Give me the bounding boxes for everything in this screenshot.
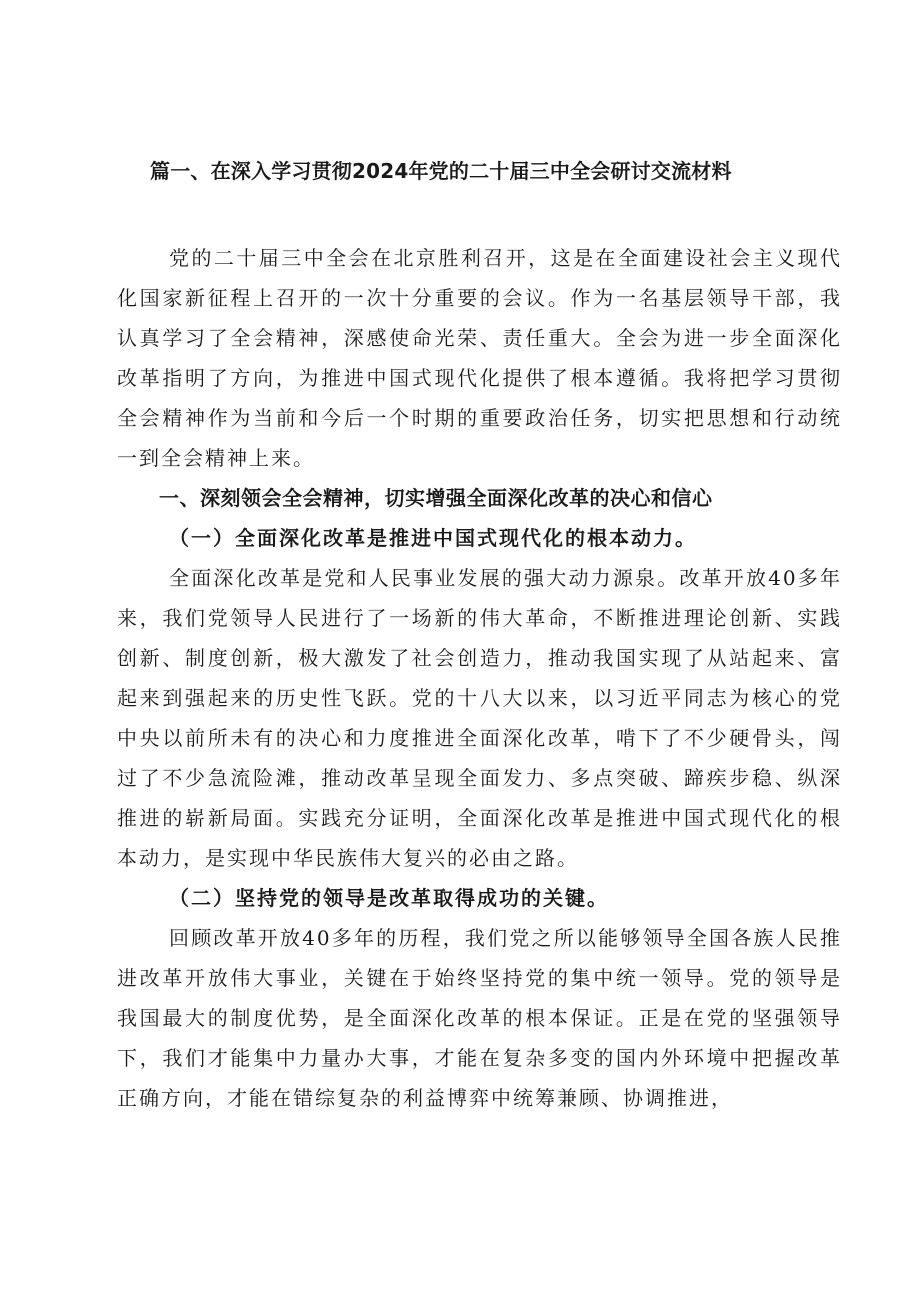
intro-paragraph: 党的二十届三中全会在北京胜利召开，这是在全面建设社会主义现代化国家新征程上召开的一次十分重要的会议。作为一名基层领导干部，我认真学习了全会精神，深感使命光荣、责任重大。全会为进一步全面深化改革指明了方向，为推进中国式现代化提供了根本遵循。我将把学习贯彻全会精神作为当前和今后一个时期的重要政治任务，切实把思想和行动统一到全会精神上来。 [117, 246, 842, 470]
document-body [117, 238, 842, 1118]
section-1-heading: 一、深刻领会全会精神，切实增强全面深化改革的决心和信心 [159, 486, 713, 510]
subsection-2-paragraph: 回顾改革开放40多年的历程，我们党之所以能够领导全国各族人民推进改革开放伟大事业，关键在于始终坚持党的集中统一领导。党的领导是我国最大的制度优势，是全面深化改革的根本保证。正是在党的坚强领导下，我们才能集中力量办大事，才能在复杂多变的国内外环境中把握改革正确方向，才能在错综复杂的利益博弈中统筹兼顾、协调推进， [117, 926, 842, 1110]
subsection-1-heading: （一）全面深化改革是推进中国式现代化的根本动力。 [169, 526, 697, 550]
document-title: 篇一、在深入学习贯彻2024年党的二十届三中全会研讨交流材料 [150, 159, 732, 183]
subsection-2-heading: （二）坚持党的领导是改革取得成功的关键。 [169, 886, 609, 910]
subsection-1-paragraph: 全面深化改革是党和人民事业发展的强大动力源泉。改革开放40多年来，我们党领导人民进行了一场新的伟大革命，不断推进理论创新、实践创新、制度创新，极大激发了社会创造力，推动我国实现了从站起来、富起来到强起来的历史性飞跃。党的十八大以来，以习近平同志为核心的党中央以前所未有的决心和力度推进全面深化改革，啃下了不少硬骨头，闯过了不少急流险滩，推动改革呈现全面发力、多点突破、蹄疾步稳、纵深推进的崭新局面。实践充分证明，全面深化改革是推进中国式现代化的根本动力，是实现中华民族伟大复兴的必由之路。 [117, 566, 842, 870]
